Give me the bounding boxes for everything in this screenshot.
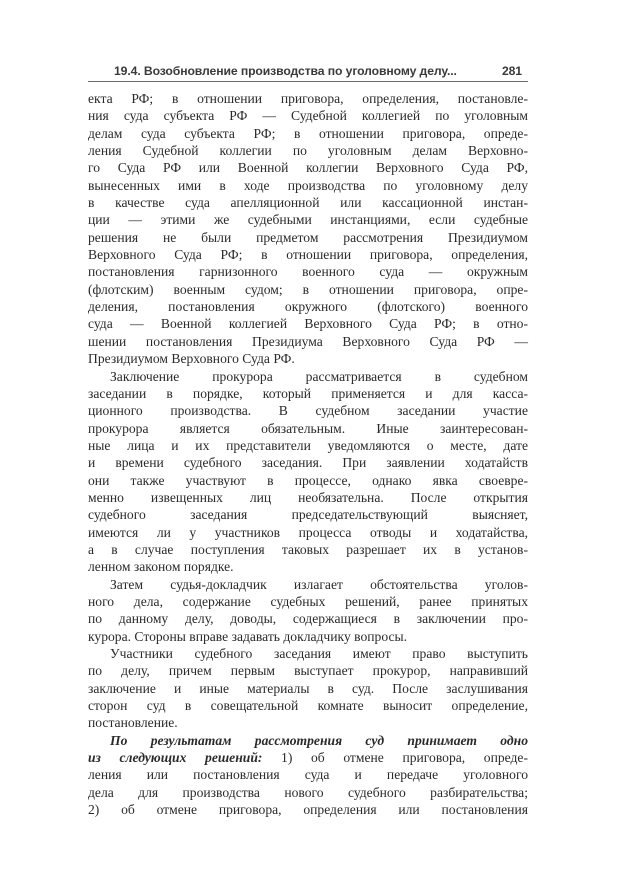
text-line: постановление. xyxy=(88,715,178,731)
paragraph-decisions xyxy=(88,732,528,819)
paragraph xyxy=(88,90,528,368)
text-line: по делу, причем первым выступает прокурор, направивший xyxy=(88,663,528,679)
text-line: Президиумом Верховного Суда РФ. xyxy=(88,351,295,367)
running-header xyxy=(88,64,528,82)
page-number: 281 xyxy=(501,64,522,78)
text-line: а в случае поступления таковых разрешает их в установ- xyxy=(88,541,528,557)
text-line: екта РФ; в отношении приговора, определения, постановле- xyxy=(88,91,528,106)
text-line: Верховного Суда РФ; в отношении приговора, определения, xyxy=(88,247,528,263)
text-line: судебного заседания председательствующий выясняет, xyxy=(88,507,528,523)
text-line: суда — Военной коллегией Верховного Суда РФ; в отно- xyxy=(88,316,528,332)
text-line: прокурора является обязательным. Иные заинтересован- xyxy=(88,420,528,436)
text-line: Заключение прокурора рассматривается в судебном xyxy=(110,368,528,384)
paragraph xyxy=(88,645,528,732)
text-line: имеются ли у участников процесса отводы и ходатайства, xyxy=(88,524,528,540)
text-line: заседании в порядке, который применяется и для касса- xyxy=(88,385,528,401)
text-line: и времени судебного заседания. При заявлении ходатайств xyxy=(88,455,528,471)
text-line: деления, постановления окружного (флотского) военного xyxy=(88,299,528,315)
text-line: го Суда РФ или Военной коллегии Верховного Суда РФ, xyxy=(88,160,528,176)
text-line: (флотским) военным судом; в отношении приговора, опре- xyxy=(88,281,528,297)
emphasis-text: По результатам рассмотрения суд принимает одно xyxy=(110,732,528,748)
text-line: ционного производства. В судебном заседании участие xyxy=(88,403,528,419)
text-line: менно извещенных лиц необязательна. После открытия xyxy=(88,489,528,505)
text-line: заключение и иные материалы в суд. После заслушивания xyxy=(88,680,528,696)
text-line: ного дела, содержание судебных решений, ранее принятых xyxy=(88,593,528,609)
body-text xyxy=(88,90,528,818)
text-line: по данному делу, доводы, содержащиеся в заключении про- xyxy=(88,611,528,627)
text-line: дела для производства нового судебного разбирательства; xyxy=(88,784,528,800)
text-line: ления Судебной коллегии по уголовным делам Верховно- xyxy=(88,143,528,159)
chapter-section-title: 19.4. Возобновление производства по уголовному делу... xyxy=(114,64,457,78)
text-line: Участники судебного заседания имеют право выступить xyxy=(110,646,528,661)
text-line: ные лица и их представители уведомляются о месте, дате xyxy=(88,437,528,453)
text-line: постановления гарнизонного военного суда — окружным xyxy=(88,264,528,280)
text-line: сторон суд в совещательной комнате выносит определение, xyxy=(88,698,528,714)
text-line: курора. Стороны вправе задавать докладчику вопросы. xyxy=(88,628,408,644)
text-line: Затем судья-докладчик излагает обстоятельства уголов- xyxy=(110,576,528,592)
text-line: делам суда субъекта РФ; в отношении приговора, опреде- xyxy=(88,125,528,141)
book-page xyxy=(88,64,528,818)
paragraph xyxy=(88,576,528,645)
text-line: решения не были предметом рассмотрения Президиумом xyxy=(88,229,528,245)
text-fragment: 1) об отмене приговора, опреде- xyxy=(262,750,528,766)
text-line: 2) об отмене приговора, определения или постановления xyxy=(88,802,528,818)
paragraph xyxy=(88,368,528,576)
text-line: они также участвуют в процессе, однако явка своевре- xyxy=(88,472,528,488)
text-line: ления или постановления суда и передаче уголовного xyxy=(88,767,528,783)
text-line: шении постановления Президиума Верховного Суда РФ — xyxy=(88,333,528,349)
text-line: ции — этими же судебными инстанциями, если судебные xyxy=(88,212,528,228)
text-line: в качестве суда апелляционной или кассационной инстан- xyxy=(88,195,528,211)
emphasis-text: из следующих решений: xyxy=(88,750,263,766)
text-line: ленном законом порядке. xyxy=(88,559,234,575)
text-line: вынесенных ими в ходе производства по уголовному делу xyxy=(88,177,528,193)
text-line: ния суда субъекта РФ — Судебной коллегией по уголовным xyxy=(88,108,528,124)
